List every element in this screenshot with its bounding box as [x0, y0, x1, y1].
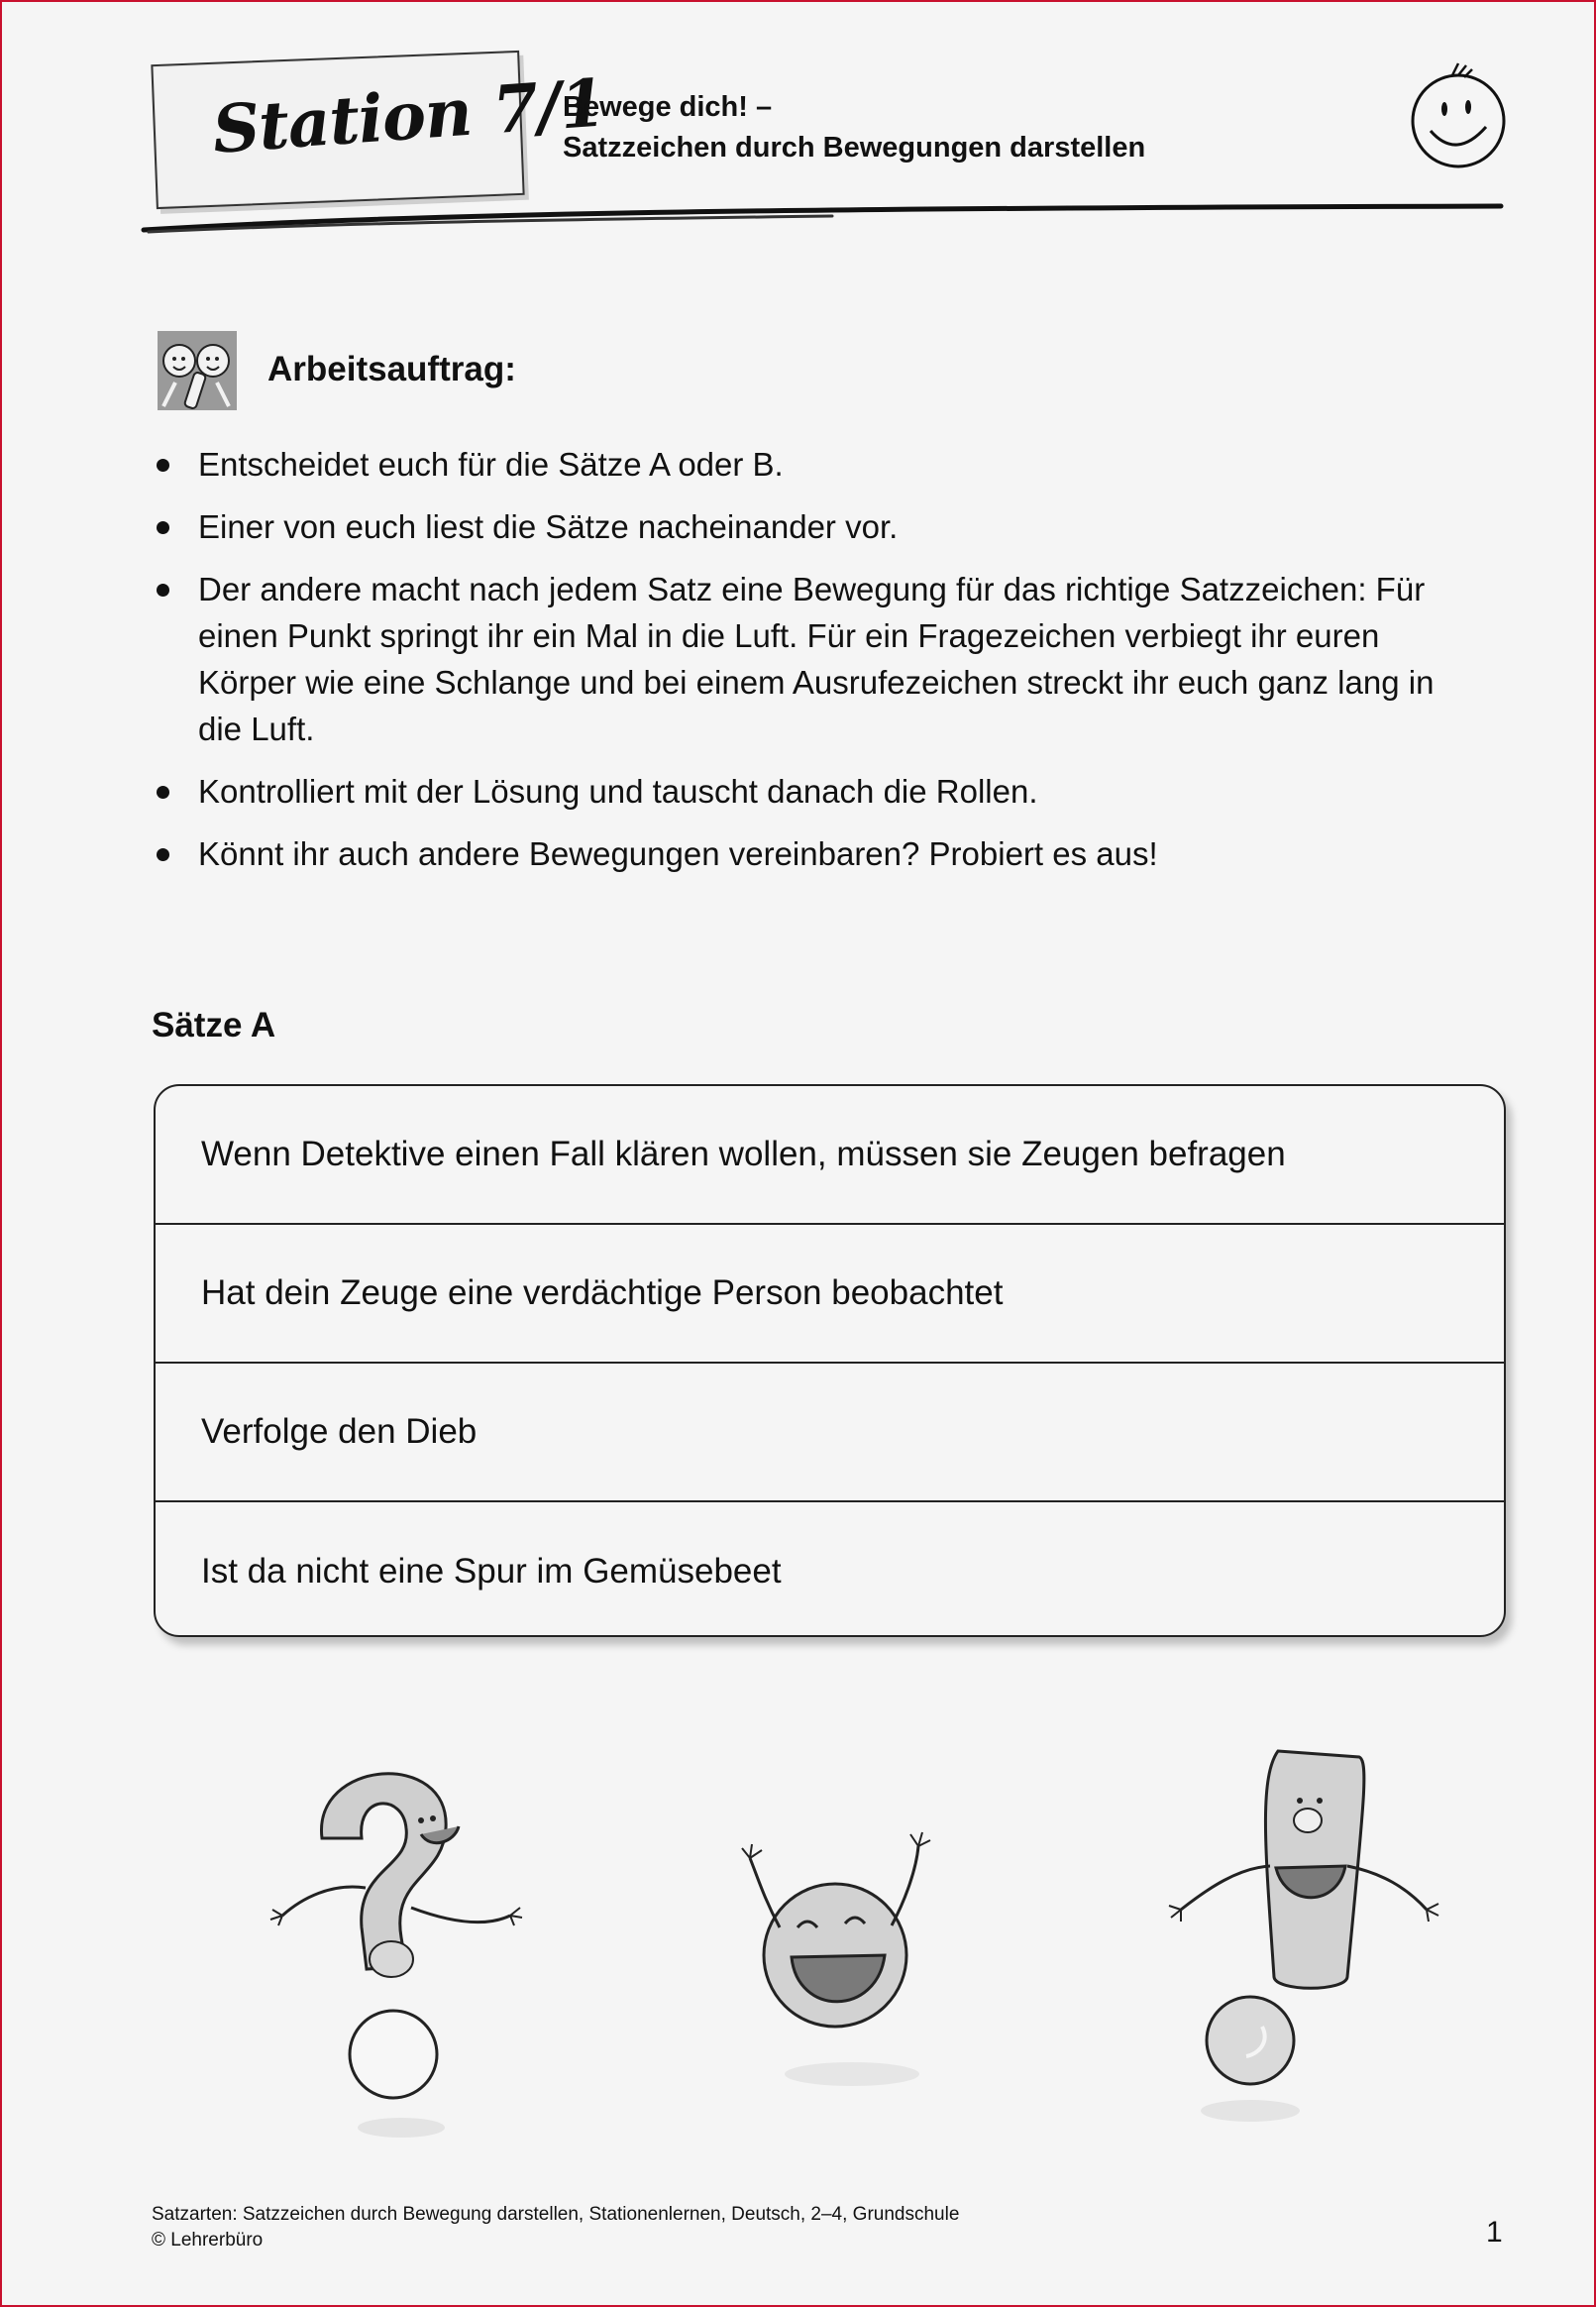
- title-line-2: Satzzeichen durch Bewegungen darstellen: [563, 132, 1146, 164]
- footer-source: Satzarten: Satzzeichen durch Bewegung darstellen, Stationenlernen, Deutsch, 2–4, Grundschule: [152, 2204, 960, 2225]
- sentence-table: [154, 1084, 1506, 1637]
- list-item: Könnt ihr auch andere Bewegungen vereinbaren? Probiert es aus!: [154, 830, 1481, 877]
- period-character-icon: [728, 1809, 966, 2096]
- question-mark-character-icon: [263, 1739, 560, 2155]
- title-line-1: Bewege dich! –: [563, 91, 773, 123]
- task-heading: Arbeitsauftrag:: [267, 350, 516, 388]
- worksheet-title: [563, 87, 1145, 168]
- station-label: Station 7/1: [210, 63, 607, 168]
- footer-copyright: © Lehrerbüro: [152, 2230, 264, 2251]
- two-children-icon: [154, 327, 241, 414]
- section-title: Sätze A: [152, 1006, 276, 1044]
- list-item: Einer von euch liest die Sätze nacheinander vor.: [154, 503, 1481, 550]
- sentence-row: Verfolge den Dieb: [156, 1364, 1504, 1502]
- header-divider: [139, 198, 1506, 238]
- sentence-row: Hat dein Zeuge eine verdächtige Person beobachtet: [156, 1225, 1504, 1364]
- smiley-face-icon: [1407, 57, 1516, 176]
- list-item: Kontrolliert mit der Lösung und tauscht danach die Rollen.: [154, 768, 1481, 815]
- sentence-row: Wenn Detektive einen Fall klären wollen, müssen sie Zeugen befragen: [156, 1086, 1504, 1225]
- footer: [152, 2202, 959, 2253]
- task-list: [154, 441, 1481, 893]
- list-item: Der andere macht nach jedem Satz eine Bewegung für das richtige Satzzeichen: Für einen Punkt springt ihr ein Mal in die Luft. Für ein Fragezeichen verbiegt ihr euren Körper wie eine Schlange und bei einem Ausrufezeichen streckt ihr euch ganz lang in die Luft.: [154, 566, 1481, 752]
- exclamation-mark-character-icon: [1159, 1739, 1456, 2136]
- page-number: 1: [1486, 2216, 1503, 2249]
- list-item: Entscheidet euch für die Sätze A oder B.: [154, 441, 1481, 488]
- sentence-row: Ist da nicht eine Spur im Gemüsebeet: [201, 1552, 782, 1591]
